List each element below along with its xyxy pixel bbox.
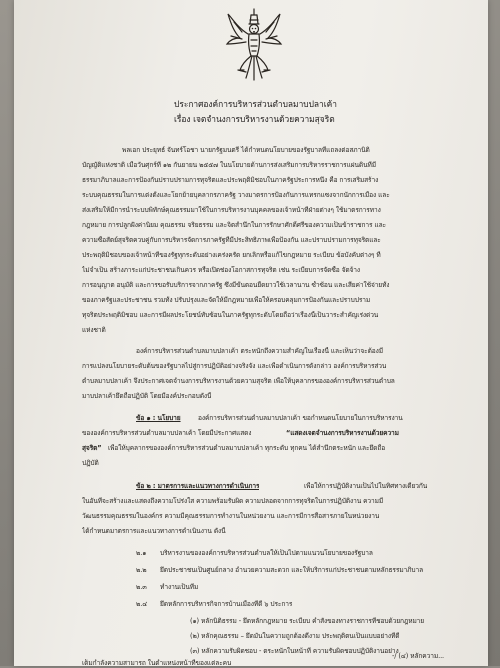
paragraph-1-line: กฎหมาย การปลูกฝังค่านิยม คุณธรรม จริยธรรม และจิตสำนึกในการรักษาศักดิ์ศรีของความเป็นข้าราชการ และ xyxy=(82,221,386,229)
sub-list-item: (๒) หลักคุณธรรม – ยึดมั่นในความถูกต้องดีงาม ประพฤติตนเป็นแบบอย่างที่ดี xyxy=(190,632,400,640)
list-item: บริหารงานขององค์การบริหารส่วนตำบลให้เป็นไปตามแนวนโยบายของรัฐบาล xyxy=(160,549,373,557)
paragraph-1-line: การอนุญาต อนุมัติ และการขอรับบริการจากภาครัฐ ซึ่งมีขั้นตอนยืดยาวใช้เวลานาน ซ้ำซ้อน และเสียค่าใช้จ่ายทั้ง xyxy=(82,281,390,289)
paragraph-2-line: ตำบลมาบปลาเค้า จึงประกาศเจตจำนงการบริหารงานด้วยความสุจริต เพื่อให้บุคลากรขององค์การบริหารส่วนตำบล xyxy=(82,377,395,385)
list-item: ยึดประชาชนเป็นศูนย์กลาง อำนวยความสะดวก และให้บริการแก่ประชาชนตามหลักธรรมาภิบาล xyxy=(160,566,424,574)
paragraph-1-line: ความซื่อสัตย์สุจริตควบคู่กับการบริหารจัดการภาครัฐที่มีประสิทธิภาพเพื่อป้องกัน และปราบปรามการทุจริตและ xyxy=(82,236,381,244)
section-2-line: ได้กำหนดมาตรการและแนวทางการดำเนินงาน ดังนี้ xyxy=(82,527,226,535)
list-item-number: ๒.๒ xyxy=(136,566,147,574)
paragraph-1-line: ไม่จำเป็น สร้างภาระแก่ประชาชนเกินควร หรือเปิดช่องโอกาสการทุจริต เช่น ระเบียบการจัดซื้อ จัดจ้าง xyxy=(82,266,361,274)
section-2-line: ในอันที่จะสร้างและแสดงถึงความโปร่งใส ความพร้อมรับผิด ความปลอดจากการทุจริตในการปฏิบัติงาน ความมี xyxy=(82,497,384,505)
announcement-subject: เรื่อง เจตจำนงการบริหารงานด้วยความสุจริต xyxy=(174,114,335,124)
section-1-emphasis: “แสดงเจตจำนงการบริหารงานด้วยความ xyxy=(286,429,399,437)
paragraph-2-line: องค์การบริหารส่วนตำบลมาบปลาเค้า ตระหนักถึงความสำคัญในเรื่องนี้ และเห็นว่าจะต้องมี xyxy=(136,347,384,355)
sub-list-item: (๓) หลักความรับผิดชอบ - ตระหนักในหน้าที่ ความรับผิดชอบปฏิบัติงานอย่าง xyxy=(190,647,399,655)
paragraph-2-line: การแปลงนโยบายระดับต้นของรัฐบาลไปสู่การปฏิบัติอย่างจริงจัง และเพื่อดำเนินการดังกล่าว องค์การบริหารส่วน xyxy=(82,362,387,370)
list-item-number: ๒.๑ xyxy=(136,549,147,557)
section-1-emphasis: สุจริต” xyxy=(82,444,102,452)
paragraph-1-line: แห่งชาติ xyxy=(82,326,106,334)
paragraph-1-line: ของภาครัฐและประชาชน รวมทั้ง ปรับปรุงและจัดให้มีกฎหมายเพื่อให้ครอบคลุมการป้องกันและปราบปราม xyxy=(82,296,371,304)
list-item: ทำงานเป็นทีม xyxy=(160,583,199,591)
section-1-line: ขององค์การบริหารส่วนตำบลมาบปลาเค้า โดยมีประกาศแสดง xyxy=(82,429,252,437)
list-item-number: ๒.๓ xyxy=(136,583,147,591)
paragraph-2-line: มาบปลาเค้ายึดถือปฏิบัติ โดยมีองค์ประกอบดังนี้ xyxy=(82,392,212,400)
announcement-title: ประกาศองค์การบริหารส่วนตำบลมาบปลาเค้า xyxy=(174,99,337,109)
paragraph-1-line: ธรรมาภิบาลและการป้องกันปราบปรามการทุจริตและประพฤติมิชอบในภาครัฐประการหนึ่ง คือ การเสริมสร้าง xyxy=(82,176,379,184)
section-2-line: เพื่อให้การปฏิบัติงานเป็นไปในทิศทางเดียวกัน xyxy=(304,482,428,490)
list-item-number: ๒.๔ xyxy=(136,600,148,608)
paragraph-1-line: ส่งเสริมให้มีการนำระบบพิทักษ์คุณธรรมมาใช้ในการบริหารงานบุคคลของเจ้าหน้าที่ฝ่ายต่างๆ ใช้มาตรการทาง xyxy=(82,206,381,214)
sub-list-item: (๑) หลักนิติธรรม - ยึดหลักกฎหมาย ระเบียบ คำสั่งของทางราชการที่ชอบด้วยกฎหมาย xyxy=(190,617,425,625)
section-1-heading: ข้อ ๑ : นโยบาย xyxy=(136,414,181,422)
continuation-line: เต็มกำลังความสามารถ ในตำแหน่งหน้าที่ของแต่ละคน xyxy=(82,659,232,667)
list-item: ยึดหลักการบริหารกิจการบ้านเมืองที่ดี ๖ ประการ xyxy=(160,600,293,608)
section-1-line: ปฏิบัติ xyxy=(82,459,99,467)
section-2-line: วัฒนธรรมคุณธรรมในองค์กร ความมีคุณธรรมการทำงานในหน่วยงาน และการมีการสื่อสารภายในหน่วยงาน xyxy=(82,512,380,520)
document-page xyxy=(14,0,488,666)
paragraph-1-line: พลเอก ประยุทธ์ จันทร์โอชา นายกรัฐมนตรี ได้กำหนดนโยบายของรัฐบาลที่แถลงต่อสภานิติ xyxy=(122,146,370,154)
section-1-line: องค์การบริหารส่วนตำบลมาบปลาเค้า ขอกำหนดนโยบายในการบริหารงาน xyxy=(198,414,403,422)
paragraph-1-line: บัญญัติแห่งชาติ เมื่อวันศุกร์ที่ ๑๒ กันยายน ๒๕๕๗ ในนโยบายด้านการส่งเสริมการบริหารราชการแผ่นดินที่มี xyxy=(82,161,376,169)
paragraph-1-line: ประพฤติมิชอบของเจ้าหน้าที่ของรัฐทุกระดับอย่างเคร่งครัด ยกเลิกหรือแก้ไขกฎหมาย ระเบียบ ข้อบังคับต่างๆ ที่ xyxy=(82,251,381,259)
section-2-heading: ข้อ ๒ : มาตรการและแนวทางการดำเนินการ xyxy=(136,482,260,490)
page-continued-marker: -/ (๔) หลักความ... xyxy=(392,652,445,660)
paragraph-1-line: ทุจริตประพฤติมิชอบ และการมีผลประโยชน์ทับซ้อนในภาครัฐทุกระดับโดยถือว่าเรื่องนี้เป็นวาระสำคัญเร่งด่วน xyxy=(82,311,379,319)
paragraph-1-line: ระบบคุณธรรมในการแต่งตั้งและโยกย้ายบุคลากรภาครัฐ วางมาตรการป้องกันการแทรกแซงจากนักการเมือง และ xyxy=(82,191,390,199)
section-1-line: เพื่อให้บุคลากรขององค์การบริหารส่วนตำบลมาบปลาเค้า ทุกระดับ ทุกคน ได้สำนึกตระหนัก และยึดถือ xyxy=(108,444,386,452)
document-body xyxy=(14,0,488,666)
